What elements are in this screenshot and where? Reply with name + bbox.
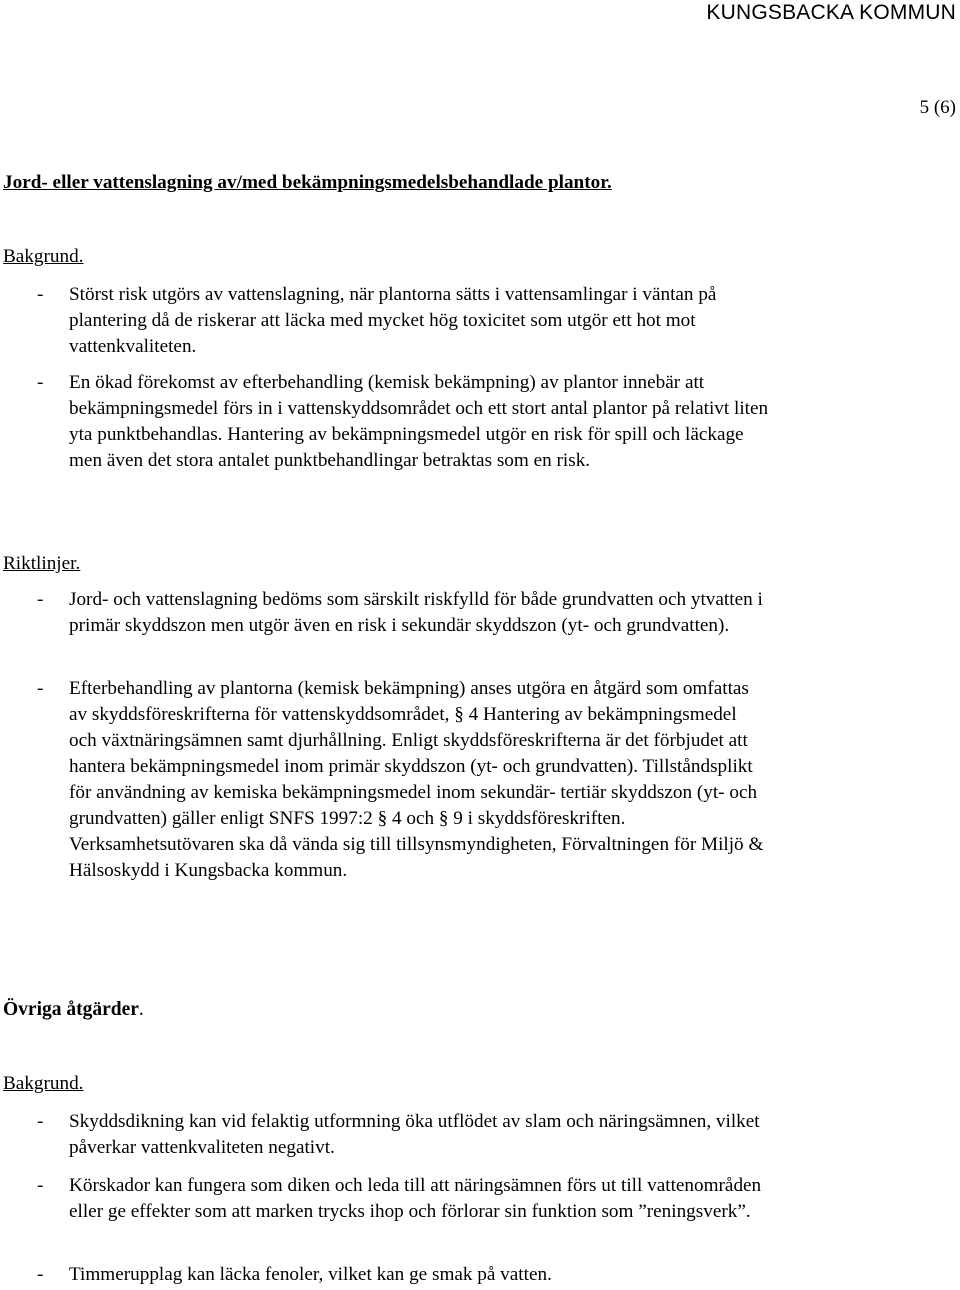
list-item (3, 370, 769, 500)
list-item-text: Störst risk utgörs av vattenslagning, när plantorna sätts i vattensamlingar i väntan på plantering då de riskerar att läcka med mycket hög toxicitet som utgör ett hot mot vattenkvaliteten. (69, 284, 717, 357)
section-title-other-measures (3, 997, 144, 1023)
list-item-text: Körskador kan fungera som diken och leda till att näringsämnen förs ut till vattenområden eller ge effekter som att marken trycks ihop och förlorar sin funktion som ”reningsverk”. (69, 1175, 762, 1222)
bullet-dash: - (37, 284, 44, 305)
bullet-dash: - (37, 589, 44, 610)
list-item-text: Jord- och vattenslagning bedöms som särskilt riskfylld för både grundvatten och ytvatten i primär skyddszon men utgör även en risk i sekundär skyddszon (yt- och grundvatten). (69, 589, 763, 636)
list-item (3, 282, 763, 360)
background-label: Bakgrund. (3, 1073, 84, 1094)
list-item-text: Timmerupplag kan läcka fenoler, vilket kan ge smak på vatten. (69, 1264, 552, 1285)
organization-header: KUNGSBACKA KOMMUN (706, 1, 956, 24)
list-item (3, 1173, 763, 1251)
page-number: 5 (6) (919, 97, 956, 118)
bullet-dash: - (37, 372, 44, 393)
section-title-text: Övriga åtgärder (3, 999, 139, 1020)
section-title-suffix: . (138, 999, 144, 1020)
list-item-text: Skyddsdikning kan vid felaktig utformning öka utflödet av slam och näringsämnen, vilket påverkar vattenkvaliteten negativt. (69, 1111, 760, 1158)
background-label: Bakgrund. (3, 246, 84, 267)
list-item (3, 1262, 763, 1288)
list-item-text: Efterbehandling av plantorna (kemisk bekämpning) anses utgöra en åtgärd som omfattas av skyddsföreskrifterna för vattenskyddsområdet, § 4 Hantering av bekämpningsmedel och växtnäringsämnen samt djurhållning. Enligt skyddsföreskrifterna är det förbjudet att hantera bekämpningsmedel inom primär skyddszon (yt- och grundvatten). Tillståndsplikt för användning av kemiska bekämpningsmedel inom sekundär- tertiär skyddszon (yt- och grundvatten) gäller enligt SNFS 1997:2 § 4 och § 9 i skyddsföreskriften. Verksamhetsutövaren ska då vända sig till tillsynsmyndigheten, Förvaltningen för Miljö & Hälsoskydd i Kungsbacka kommun. (69, 678, 764, 881)
bullet-dash: - (37, 1175, 44, 1196)
list-item (3, 587, 763, 665)
bullet-dash: - (37, 1264, 44, 1285)
guidelines-label: Riktlinjer. (3, 553, 81, 574)
bullet-dash: - (37, 678, 44, 699)
list-item (3, 676, 763, 912)
section-title-plant-watering: Jord- eller vattenslagning av/med bekämpningsmedelsbehandlade plantor. (3, 172, 612, 193)
list-item (3, 1109, 763, 1161)
list-item-text: En ökad förekomst av efterbehandling (kemisk bekämpning) av plantor innebär att bekämpningsmedel förs in i vattenskyddsområdet och ett stort antal plantor på relativt liten yta punktbehandlas. Hantering av bekämpningsmedel utgör en risk för spill och läckage men även det stora antalet punktbehandlingar betraktas som en risk. (69, 372, 769, 471)
bullet-dash: - (37, 1111, 44, 1132)
